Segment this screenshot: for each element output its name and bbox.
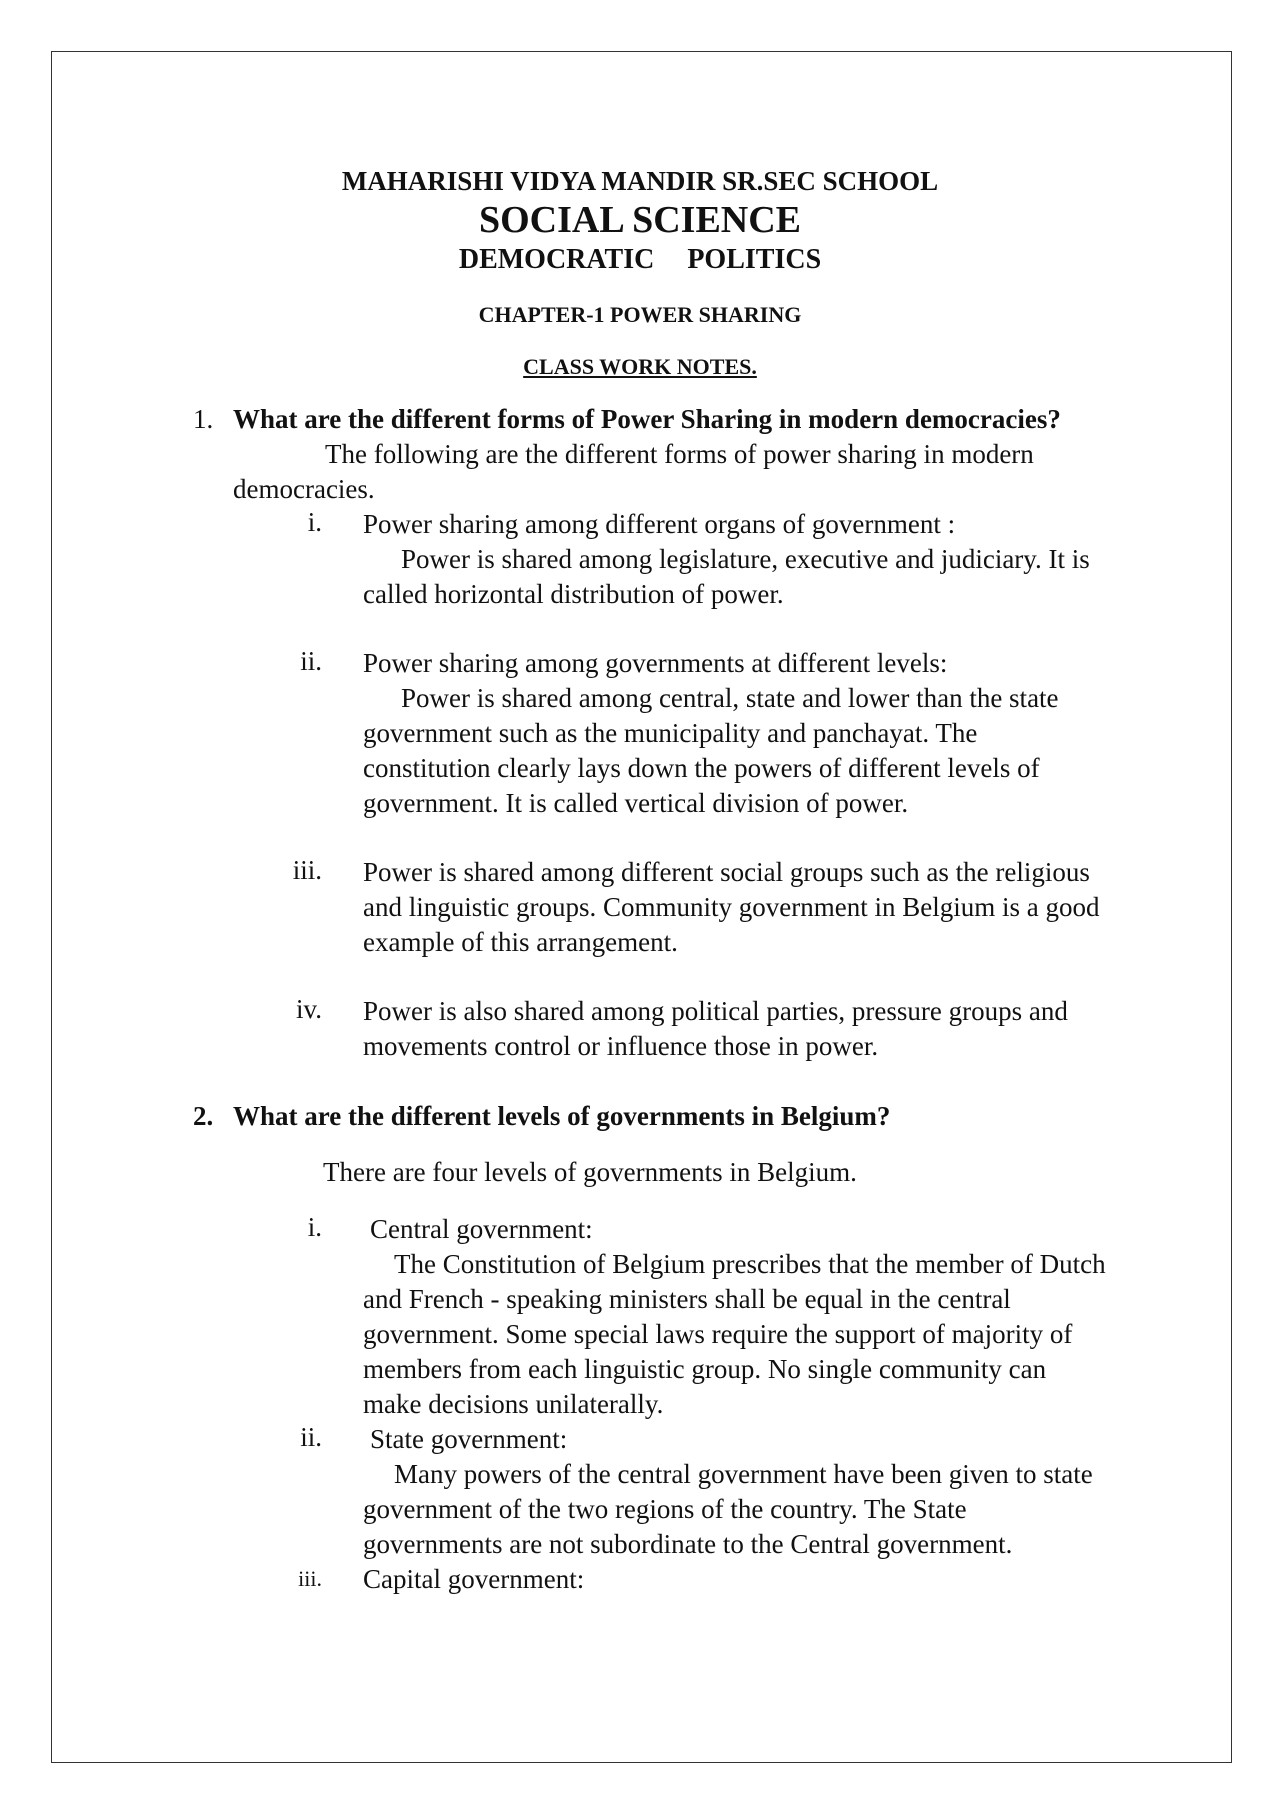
- q1-item-4-line-2: movements control or influence those in power.: [363, 1031, 879, 1061]
- q2-item-2-numeral: ii.: [300, 1422, 322, 1452]
- chapter-title: CHAPTER-1 POWER SHARING: [478, 302, 802, 327]
- q2-item-3-line-1: Capital government:: [363, 1564, 585, 1594]
- school-name: MAHARISHI VIDYA MANDIR SR.SEC SCHOOL: [341, 166, 939, 196]
- q1-item-4-numeral: iv.: [296, 994, 322, 1024]
- q1-item-2-numeral: ii.: [300, 646, 322, 676]
- q1-item-2-line-3: government such as the municipality and panchayat. The: [363, 718, 978, 748]
- q1-item-2-line-5: government. It is called vertical division of power.: [363, 788, 909, 818]
- q1-intro-line2: democracies.: [233, 474, 375, 504]
- q2-number: 2.: [193, 1101, 214, 1131]
- q2-item-1-line-2: The Constitution of Belgium prescribes that the member of Dutch: [394, 1249, 1106, 1279]
- q2-item-2-line-4: governments are not subordinate to the Central government.: [363, 1529, 1013, 1559]
- q2-item-2-line-2: Many powers of the central government have been given to state: [394, 1459, 1093, 1489]
- q1-question: What are the different forms of Power Sharing in modern democracies?: [233, 404, 1061, 434]
- q1-item-3-line-1: Power is shared among different social groups such as the religious: [363, 857, 1090, 887]
- q2-item-1-line-4: government. Some special laws require the support of majority of: [363, 1319, 1073, 1349]
- notes-label: CLASS WORK NOTES.: [523, 354, 757, 379]
- q1-number: 1.: [193, 404, 214, 434]
- q1-item-1-line-1: Power sharing among different organs of government :: [363, 509, 956, 539]
- q1-item-2-line-4: constitution clearly lays down the powers of different levels of: [363, 753, 1040, 783]
- q2-item-1-line-6: make decisions unilaterally.: [363, 1389, 664, 1419]
- subject-title: SOCIAL SCIENCE: [478, 199, 802, 241]
- q2-question: What are the different levels of governments in Belgium?: [233, 1101, 891, 1131]
- q1-item-1-line-2: Power is shared among legislature, executive and judiciary. It is: [401, 544, 1090, 574]
- q2-item-1-line-1: Central government:: [370, 1214, 593, 1244]
- q2-item-1-numeral: i.: [307, 1212, 322, 1242]
- q1-item-3-line-2: and linguistic groups. Community government in Belgium is a good: [363, 892, 1100, 922]
- book-title: DEMOCRATIC POLITICS: [458, 244, 822, 275]
- q1-item-4-line-1: Power is also shared among political parties, pressure groups and: [363, 996, 1068, 1026]
- q1-item-2-line-2: Power is shared among central, state and lower than the state: [401, 683, 1059, 713]
- q2-item-2-line-1: State government:: [370, 1424, 568, 1454]
- q2-item-2-line-3: government of the two regions of the country. The State: [363, 1494, 967, 1524]
- q1-item-3-numeral: iii.: [292, 855, 322, 885]
- q1-item-1-line-3: called horizontal distribution of power.: [363, 579, 784, 609]
- q1-item-2-line-1: Power sharing among governments at different levels:: [363, 648, 948, 678]
- q1-item-3-line-3: example of this arrangement.: [363, 927, 678, 957]
- q2-item-1-line-3: and French - speaking ministers shall be equal in the central: [363, 1284, 1011, 1314]
- q2-item-1-line-5: members from each linguistic group. No single community can: [363, 1354, 1047, 1384]
- q1-intro-line1: The following are the different forms of power sharing in modern: [325, 439, 1034, 469]
- q1-item-1-numeral: i.: [307, 507, 322, 537]
- q2-intro: There are four levels of governments in Belgium.: [323, 1157, 857, 1187]
- q2-item-3-numeral: iii.: [298, 1566, 322, 1591]
